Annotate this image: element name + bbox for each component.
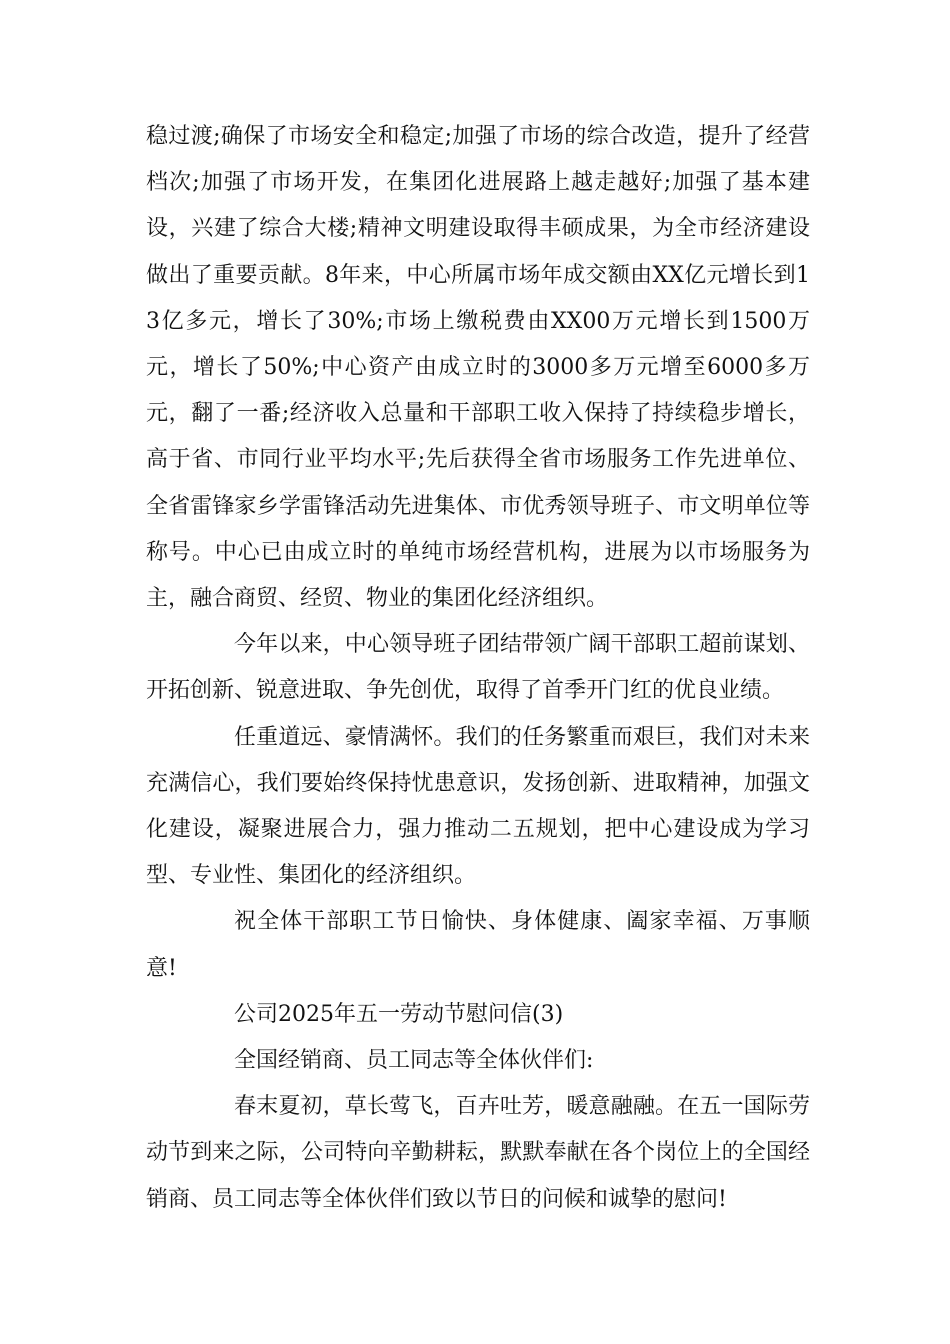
letter-title: 公司2025年五一劳动节慰问信(3) xyxy=(234,1001,564,1027)
paragraph-outlook: 任重道远、豪情满怀。我们的任务繁重而艰巨，我们对未来充满信心，我们要始终保持忧患意识，发扬创新、进取精神，加强文化建设，凝聚进展合力，强力推动二五规划，把中心建设成为学习型、专业性、集团化的经济组织。 xyxy=(146,724,810,889)
paragraph-this-year: 今年以来，中心领导班子团结带领广阔干部职工超前谋划、开拓创新、锐意进取、争先创优，取得了首季开门红的优良业绩。 xyxy=(146,632,810,704)
paragraph-wishes: 祝全体干部职工节日愉快、身体健康、阖家幸福、万事顺意! xyxy=(146,909,810,981)
paragraph-achievements: 稳过渡;确保了市场安全和稳定;加强了市场的综合改造，提升了经营档次;加强了市场开发，在集团化进展路上越走越好;加强了基本建设，兴建了综合大楼;精神文明建设取得丰硕成果，为全市经济建设做出了重要贡献。8年来，中心所属市场年成交额由XX亿元增长到13亿多元，增长了30%;市场上缴税费由XX00万元增长到1500万元，增长了50%;中心资产由成立时的3000多万元增至6000多万元，翻了一番;经济收入总量和干部职工收入保持了持续稳步增长，高于省、市同行业平均水平;先后获得全省市场服务工作先进单位、全省雷锋家乡学雷锋活动先进集体、市优秀领导班子、市文明单位等称号。中心已由成立时的单纯市场经营机构，进展为以市场服务为主，融合商贸、经贸、物业的集团化经济组织。 xyxy=(146,124,810,612)
letter-salutation: 全国经销商、员工同志等全体伙伴们: xyxy=(234,1048,594,1074)
letter-body: 春末夏初，草长莺飞，百卉吐芳，暖意融融。在五一国际劳动节到来之际，公司特向辛勤耕耘，默默奉献在各个岗位上的全国经销商、员工同志等全体伙伴们致以节日的问候和诚挚的慰问! xyxy=(146,1094,810,1212)
